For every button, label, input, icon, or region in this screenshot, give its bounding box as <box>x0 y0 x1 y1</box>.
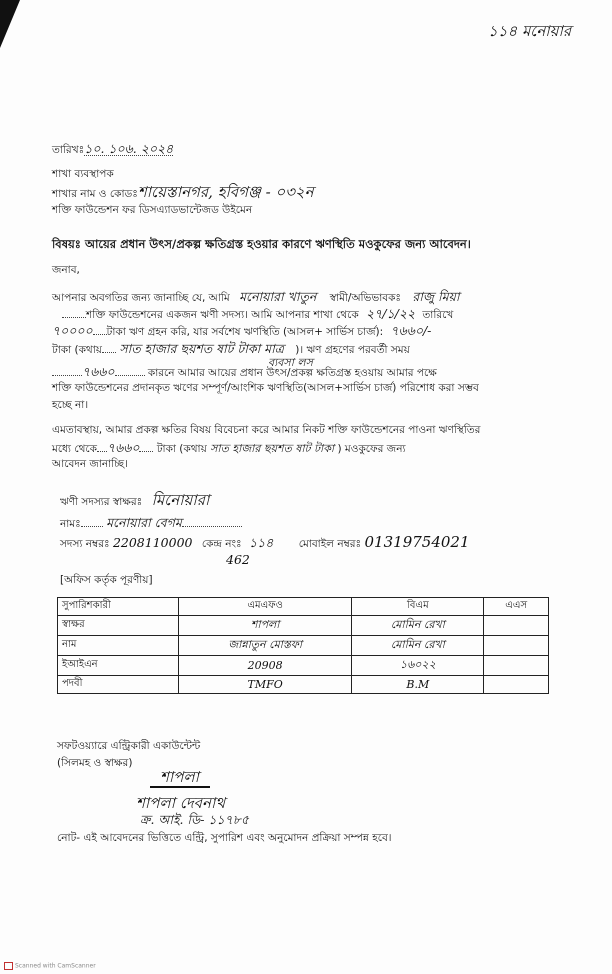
bm-ein-hw: ১৬০২২ <box>399 658 436 671</box>
footer-note: নোট- এই আবেদনের ভিত্তিতে এন্ট্রি, সুপারিশ এবং অনুমোদন প্রক্রিয়া সম্পন্ন হবে। <box>57 832 392 844</box>
scanner-footer <box>4 962 96 970</box>
cell-bm <box>352 676 484 694</box>
row-label: পদবী <box>58 676 179 694</box>
bm-signature-hw: মোমিন রেখা <box>390 618 445 631</box>
dots <box>93 334 107 335</box>
member-sign-label: ঋণী সদস্যর স্বাক্ষরঃ <box>60 496 143 508</box>
loan-amount-hw: ৭০০০০ <box>52 323 93 338</box>
para2-line2 <box>52 441 406 456</box>
header-cell: বিএম <box>352 598 484 616</box>
cell-mfo <box>179 616 352 636</box>
signature-underline <box>150 786 210 788</box>
para1-line4 <box>52 342 410 357</box>
para2-line1: এমতাবস্থায়, আমার প্রকল্প ক্ষতির বিষয় বিবেচনা করে আমার নিকট শক্তি ফাউন্ডেশনের পাওনা ঋণস্থিতির <box>52 424 481 436</box>
dots <box>97 451 107 452</box>
para1-text: আপনার অবগতির জন্য জানাচ্ছি যে, আমি <box>52 292 230 304</box>
member-sign-line <box>60 491 210 509</box>
addressee-title: শাখা ব্যবস্থাপক <box>52 168 114 180</box>
accountant-title: সফটওয়্যারে এন্ট্রিকারী একাউন্টেন্ট <box>57 740 201 752</box>
mfo-name-hw: জান্নাতুন মোস্তফা <box>228 638 303 651</box>
org-name: শক্তি ফাউন্ডেশন ফর ডিসএ্যাডভান্টেজড উইমেন <box>52 204 253 216</box>
para2-text: ) মওকুফের জন্য <box>337 443 406 455</box>
bm-designation-hw: B.M <box>406 678 430 691</box>
accountant-name-hw: শাপলা দেবনাথ <box>136 794 226 812</box>
para1-text: কারনে আমার আয়ের প্রধান উৎস/প্রকল্প ক্ষতিগ্রস্ত হওয়ায় আমার পক্ষে <box>147 367 437 379</box>
para1-line7: হচ্ছে না। <box>52 399 89 411</box>
dots <box>139 451 153 452</box>
cell-mfo <box>179 656 352 676</box>
kendra-no-hw: ১১৪ <box>249 535 274 550</box>
para1-line6: শক্তি ফাউন্ডেশনের প্রদানকৃত ঋণের সম্পূর্ণ/আংশিক ঋণস্থিতি(আসল+সার্ভিস চার্জ) পরিশোধ করা সম্ভব <box>52 382 479 394</box>
header-note: ১১৪ মনোয়ার <box>488 22 572 40</box>
branch-label: শাখার নাম ও কোডঃ <box>52 188 138 200</box>
date-value: ১০. ১০৬. ২০২৪ <box>84 141 174 156</box>
office-caption: [অফিস কর্তৃক পূরণীয়] <box>60 574 153 586</box>
cell-as <box>484 636 549 656</box>
para1-line1 <box>52 290 460 305</box>
header-cell: এমএফও <box>179 598 352 616</box>
row-label: স্বাক্ষর <box>58 616 179 636</box>
row-label: ইআইএন <box>58 656 179 676</box>
cell-bm <box>352 656 484 676</box>
member-name-label: নামঃ <box>60 518 81 530</box>
cell-mfo <box>179 676 352 694</box>
member-name-line <box>60 516 242 531</box>
loss-reason-hw: ব্যবসা লস <box>268 356 313 369</box>
para2-text: টাকা (কথায় <box>156 443 207 455</box>
loan-balance-hw: ৭৬৬০/- <box>390 323 432 338</box>
dots <box>102 352 116 353</box>
cell-mfo <box>179 636 352 656</box>
mobile-label: মোবাইল নম্বরঃ <box>298 538 362 550</box>
accountant-seal-note: (সিলমহ ও স্বাক্ষর) <box>57 757 133 769</box>
kendra-label: কেন্দ্র নংঃ <box>201 538 242 550</box>
mobile-no-hw: 01319754021 <box>364 533 470 551</box>
row-label: নাম <box>58 636 179 656</box>
para1-text: )। ঋণ গ্রহণের পরবর্তী সময় <box>295 344 410 356</box>
table-row <box>58 636 549 656</box>
para2-text: মধ্যে থেকে <box>52 443 97 455</box>
para1-text: তারিখে <box>422 309 454 321</box>
member-no-sub-hw: 462 <box>226 552 250 567</box>
dots <box>52 375 82 376</box>
mfo-designation-hw: TMFO <box>247 678 283 691</box>
bm-name-hw: মোমিন রেখা <box>390 638 445 651</box>
branch-line <box>52 183 314 201</box>
loan-date-hw: ২৭/১/২২ <box>366 306 416 321</box>
loss-amount-hw: ৭৬৬০ <box>82 364 115 379</box>
cell-as <box>484 616 549 636</box>
para1-line5 <box>52 365 437 380</box>
member-no-hw: 2208110000 <box>112 535 193 550</box>
para1-line2 <box>62 307 453 322</box>
date-line <box>52 142 173 157</box>
table-row <box>58 676 549 694</box>
waiver-words-hw: সাত হাজার ছয়শত ষাট টাকা <box>210 442 335 455</box>
para1-line3 <box>52 324 431 339</box>
table-header-row <box>58 598 549 616</box>
scanner-text: Scanned with CamScanner <box>15 962 96 970</box>
cell-as <box>484 676 549 694</box>
dots <box>115 375 145 376</box>
balance-words-hw: সাত হাজার ছয়শত ষাট টাকা মাত্র <box>119 341 284 356</box>
mfo-signature-hw: শাপলা <box>250 618 280 631</box>
member-name-hw: মনোয়ারা বেগম <box>106 515 182 530</box>
cell-bm <box>352 616 484 636</box>
accountant-signature-hw: শাপলা <box>160 768 199 786</box>
date-label: তারিখঃ <box>52 144 85 156</box>
table-row <box>58 616 549 636</box>
office-table <box>57 597 549 694</box>
subject-line: বিষয়ঃ আয়ের প্রধান উৎস/প্রকল্প ক্ষতিগ্রস্ত হওয়ার কারণে ঋণস্থিতি মওকুফের জন্য আবেদন। <box>52 237 471 251</box>
dots <box>182 526 242 527</box>
applicant-name-hw: মনোয়ারা খাতুন <box>239 289 317 304</box>
cell-as <box>484 656 549 676</box>
guardian-label: স্বামী/অভিভাবকঃ <box>329 292 402 304</box>
table-row <box>58 656 549 676</box>
header-cell: এএস <box>484 598 549 616</box>
member-signature-hw: মিনোয়ারা <box>151 491 210 509</box>
header-cell: সুপারিশকারী <box>58 598 179 616</box>
para1-text: শক্তি ফাউন্ডেশনের একজন ঋণী সদস্য। আমি আপনার শাখা থেকে <box>86 309 359 321</box>
para2-line3: আবেদন জানাচ্ছি। <box>52 458 128 470</box>
salutation: জনাব, <box>52 264 80 276</box>
mfo-ein-hw: 20908 <box>247 659 283 672</box>
camscanner-icon <box>4 962 13 970</box>
branch-value: শায়েস্তানগর, হবিগঞ্জ - ০৩২ন <box>137 183 314 201</box>
para1-text: টাকা (কথায় <box>52 344 102 356</box>
para1-text: টাকা ঋণ গ্রহন করি, যার সর্বশেষ ঋণস্থিতি (আসল+ সার্ভিস চার্জ): <box>106 326 384 338</box>
cell-bm <box>352 636 484 656</box>
member-number-line <box>60 533 470 551</box>
scan-corner-shadow <box>0 0 20 48</box>
dots <box>81 526 103 527</box>
dots <box>62 317 86 318</box>
member-no-label: সদস্য নম্বরঃ <box>60 538 110 550</box>
waiver-amount-hw: ৭৬৬০ <box>106 440 140 455</box>
accountant-id-hw: ক্র. আই. ডি- ১১৭৮৫ <box>140 812 249 827</box>
guardian-hw: রাজু মিয়া <box>412 289 460 304</box>
